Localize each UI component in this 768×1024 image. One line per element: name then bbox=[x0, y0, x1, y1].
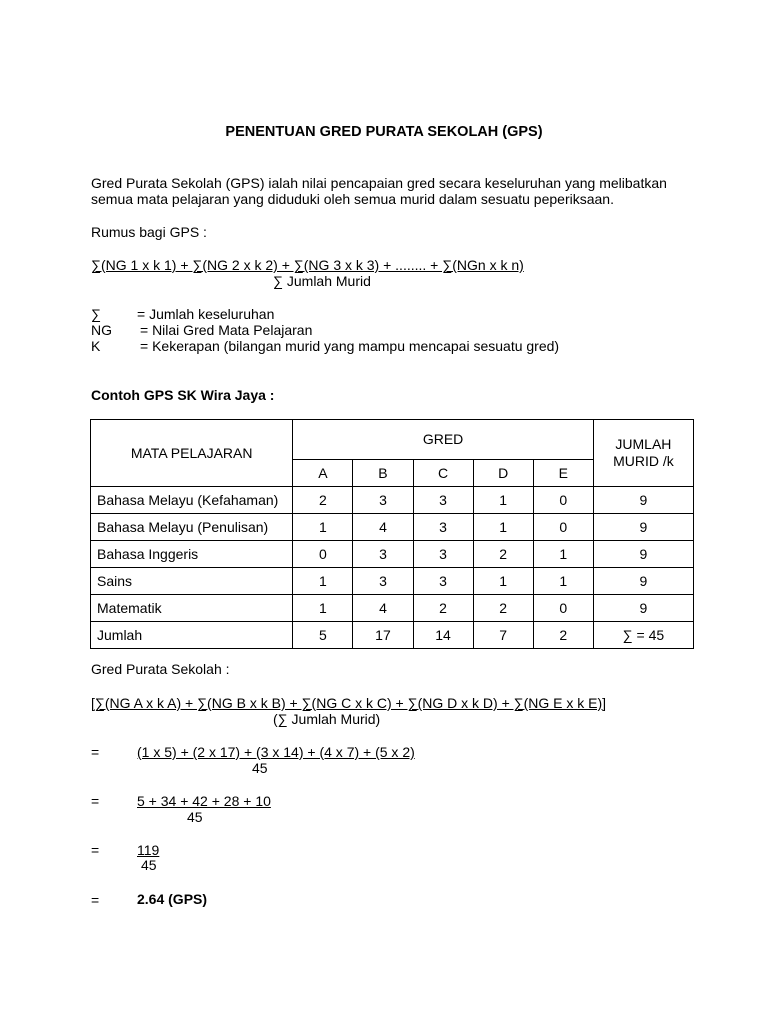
grade-c-header: C bbox=[413, 459, 473, 486]
grade-cell: 4 bbox=[353, 595, 413, 622]
total-header-line-2: MURID /k bbox=[613, 453, 674, 469]
total-cell: 9 bbox=[593, 568, 693, 595]
subject-header: MATA PELAJARAN bbox=[91, 420, 293, 487]
grade-cell: 1 bbox=[533, 568, 593, 595]
table-header-row bbox=[91, 420, 694, 460]
legend-symbol-sum: ∑ bbox=[91, 306, 101, 322]
grade-cell: 2 bbox=[293, 487, 353, 514]
step2-numerator: 5 + 34 + 42 + 28 + 10 bbox=[137, 793, 271, 809]
grade-cell: 1 bbox=[293, 595, 353, 622]
gps-result: 2.64 (GPS) bbox=[137, 891, 208, 907]
subject-cell: Jumlah bbox=[91, 622, 293, 649]
grade-a-header: A bbox=[293, 459, 353, 486]
grade-cell: 2 bbox=[413, 595, 473, 622]
calc-heading: Gred Purata Sekolah : bbox=[91, 661, 230, 677]
step1-numerator: (1 x 5) + (2 x 17) + (3 x 14) + (4 x 7) + (5 x 2) bbox=[137, 744, 415, 760]
grade-cell: 0 bbox=[533, 487, 593, 514]
table-row bbox=[91, 487, 694, 514]
grade-cell: 3 bbox=[353, 568, 413, 595]
step1-denominator: 45 bbox=[252, 760, 268, 776]
grade-cell: 4 bbox=[353, 514, 413, 541]
formula-heading: Rumus bagi GPS : bbox=[91, 224, 207, 240]
grade-header: GRED bbox=[293, 420, 593, 460]
legend-meaning-sum: = Jumlah keseluruhan bbox=[137, 306, 275, 322]
legend-symbol-k: K bbox=[91, 338, 101, 354]
grade-cell: 14 bbox=[413, 622, 473, 649]
grade-cell: 1 bbox=[533, 541, 593, 568]
grade-cell: 3 bbox=[353, 541, 413, 568]
table-row bbox=[91, 595, 694, 622]
general-formula-numerator: [∑(NG A x k A) + ∑(NG B x k B) + ∑(NG C x k C) + ∑(NG D x k D) + ∑(NG E x k E)] bbox=[91, 695, 607, 711]
table-row bbox=[91, 568, 694, 595]
grade-cell: 3 bbox=[413, 487, 473, 514]
step3-denominator: 45 bbox=[141, 857, 157, 873]
intro-line-2: semua mata pelajaran yang diduduki oleh semua murid dalam sesuatu peperiksaan. bbox=[91, 191, 614, 207]
grade-d-header: D bbox=[473, 459, 533, 486]
grade-cell: 3 bbox=[413, 514, 473, 541]
total-cell: 9 bbox=[593, 487, 693, 514]
grade-b-header: B bbox=[353, 459, 413, 486]
grade-cell: 17 bbox=[353, 622, 413, 649]
grade-cell: 5 bbox=[293, 622, 353, 649]
grade-cell: 2 bbox=[473, 541, 533, 568]
page-title: PENENTUAN GRED PURATA SEKOLAH (GPS) bbox=[225, 124, 543, 140]
table-total-row bbox=[91, 622, 694, 649]
subject-cell: Bahasa Melayu (Penulisan) bbox=[91, 514, 293, 541]
table-row bbox=[91, 541, 694, 568]
grade-cell: 1 bbox=[473, 514, 533, 541]
step2-denominator: 45 bbox=[187, 809, 203, 825]
subject-cell: Bahasa Melayu (Kefahaman) bbox=[91, 487, 293, 514]
total-cell: 9 bbox=[593, 595, 693, 622]
grade-cell: 2 bbox=[473, 595, 533, 622]
grade-cell: 1 bbox=[473, 568, 533, 595]
step3-numerator: 119 bbox=[137, 842, 160, 858]
subject-cell: Sains bbox=[91, 568, 293, 595]
legend-meaning-ng: = Nilai Gred Mata Pelajaran bbox=[140, 322, 313, 338]
grade-cell: 1 bbox=[293, 514, 353, 541]
equals-sign: = bbox=[91, 744, 100, 760]
grade-cell: 0 bbox=[533, 595, 593, 622]
example-heading: Contoh GPS SK Wira Jaya : bbox=[91, 387, 275, 403]
grade-cell: 7 bbox=[473, 622, 533, 649]
grade-cell: 1 bbox=[293, 568, 353, 595]
total-header-line-1: JUMLAH bbox=[615, 436, 672, 452]
total-cell: ∑ = 45 bbox=[593, 622, 693, 649]
table-row bbox=[91, 514, 694, 541]
formula-numerator: ∑(NG 1 x k 1) + ∑(NG 2 x k 2) + ∑(NG 3 x k 3) + ........ + ∑(NGn x k n) bbox=[91, 257, 524, 273]
grade-cell: 0 bbox=[293, 541, 353, 568]
formula-denominator: ∑ Jumlah Murid bbox=[273, 273, 371, 289]
subject-cell: Matematik bbox=[91, 595, 293, 622]
total-cell: 9 bbox=[593, 541, 693, 568]
equals-sign: = bbox=[91, 793, 100, 809]
grade-cell: 3 bbox=[413, 541, 473, 568]
grade-cell: 3 bbox=[353, 487, 413, 514]
intro-line-1: Gred Purata Sekolah (GPS) ialah nilai pencapaian gred secara keseluruhan yang melibatkan bbox=[91, 175, 667, 191]
equals-sign: = bbox=[91, 892, 100, 908]
legend-meaning-k: = Kekerapan (bilangan murid yang mampu mencapai sesuatu gred) bbox=[140, 338, 560, 354]
total-cell: 9 bbox=[593, 514, 693, 541]
grade-cell: 2 bbox=[533, 622, 593, 649]
total-header bbox=[593, 420, 693, 487]
general-formula-denominator: (∑ Jumlah Murid) bbox=[273, 711, 381, 727]
grade-cell: 0 bbox=[533, 514, 593, 541]
gps-table bbox=[90, 419, 694, 649]
grade-cell: 3 bbox=[413, 568, 473, 595]
grade-e-header: E bbox=[533, 459, 593, 486]
subject-cell: Bahasa Inggeris bbox=[91, 541, 293, 568]
legend-symbol-ng: NG bbox=[91, 322, 112, 338]
equals-sign: = bbox=[91, 842, 100, 858]
grade-cell: 1 bbox=[473, 487, 533, 514]
